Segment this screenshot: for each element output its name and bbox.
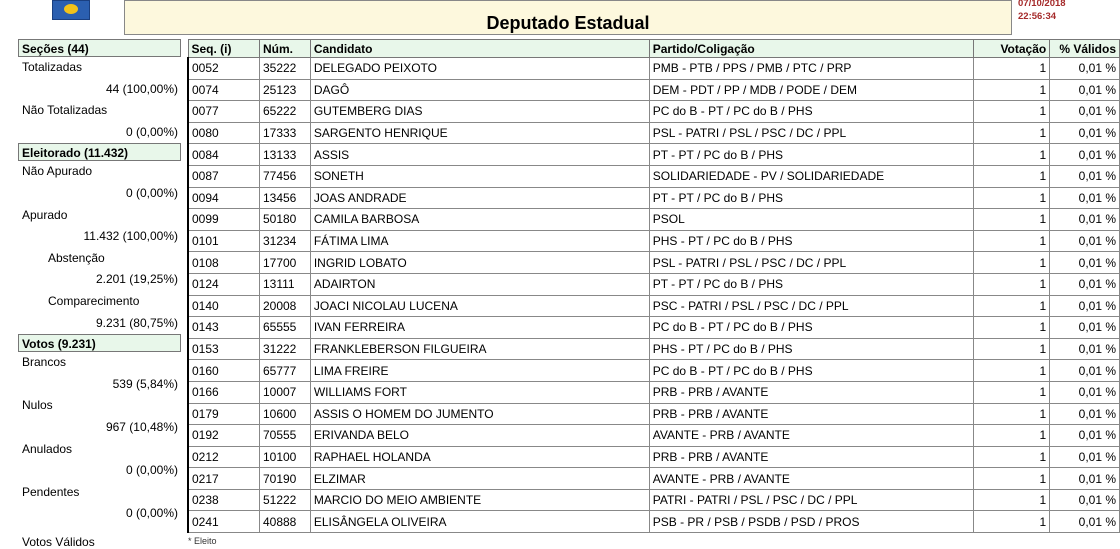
cell-validos: 0,01 % (1050, 101, 1120, 123)
cell-seq: 0212 (188, 446, 259, 468)
comparecimento-value: 9.231 (80,75%) (95, 315, 178, 330)
table-row (188, 144, 1120, 166)
nao-totalizadas-value: 0 (0,00%) (125, 124, 178, 139)
cell-seq: 0192 (188, 425, 259, 447)
cell-num: 65555 (259, 317, 310, 339)
cell-num: 35222 (259, 58, 310, 80)
cell-candidato: ASSIS (310, 144, 649, 166)
cell-candidato: SONETH (310, 165, 649, 187)
col-seq-header[interactable]: Seq. (i) (188, 40, 259, 58)
table-row (188, 58, 1120, 80)
cell-votacao: 1 (973, 209, 1050, 231)
cell-partido: PSB - PR / PSB / PSDB / PSD / PROS (649, 511, 973, 533)
cell-partido: PHS - PT / PC do B / PHS (649, 230, 973, 252)
table-row (188, 468, 1120, 490)
cell-seq: 0166 (188, 381, 259, 403)
cell-seq: 0160 (188, 360, 259, 382)
cell-validos: 0,01 % (1050, 360, 1120, 382)
cell-validos: 0,01 % (1050, 209, 1120, 231)
cell-validos: 0,01 % (1050, 446, 1120, 468)
cell-candidato: DAGÔ (310, 79, 649, 101)
table-row (188, 338, 1120, 360)
cell-validos: 0,01 % (1050, 58, 1120, 80)
cell-partido: PRB - PRB / AVANTE (649, 403, 973, 425)
col-validos-header[interactable]: % Válidos (1050, 40, 1120, 58)
votos-header: Votos (9.231) (18, 334, 181, 352)
nulos-value: 967 (10,48%) (105, 419, 178, 434)
cell-validos: 0,01 % (1050, 511, 1120, 533)
cell-votacao: 1 (973, 381, 1050, 403)
cell-num: 31234 (259, 230, 310, 252)
col-votacao-header[interactable]: Votação (973, 40, 1050, 58)
brancos-label: Brancos (22, 355, 67, 370)
totalizadas-label: Totalizadas (22, 60, 83, 74)
cell-validos: 0,01 % (1050, 273, 1120, 295)
table-row (188, 122, 1120, 144)
table-row (188, 425, 1120, 447)
cell-candidato: JOACI NICOLAU LUCENA (310, 295, 649, 317)
nao-apurado-value: 0 (0,00%) (125, 185, 178, 200)
state-logo-icon (52, 0, 90, 20)
cell-partido: PSOL (649, 209, 973, 231)
table-row (188, 252, 1120, 274)
table-header-row (188, 40, 1120, 58)
cell-seq: 0099 (188, 209, 259, 231)
cell-validos: 0,01 % (1050, 338, 1120, 360)
cell-partido: PT - PT / PC do B / PHS (649, 273, 973, 295)
cell-num: 10100 (259, 446, 310, 468)
cell-seq: 0108 (188, 252, 259, 274)
secoes-header: Seções (44) (18, 39, 181, 57)
table-row (188, 187, 1120, 209)
cell-validos: 0,01 % (1050, 79, 1120, 101)
cell-candidato: ASSIS O HOMEM DO JUMENTO (310, 403, 649, 425)
cell-votacao: 1 (973, 122, 1050, 144)
table-row (188, 273, 1120, 295)
table-row (188, 317, 1120, 339)
cell-partido: PRB - PRB / AVANTE (649, 381, 973, 403)
cell-validos: 0,01 % (1050, 165, 1120, 187)
table-row (188, 79, 1120, 101)
cell-partido: PRB - PRB / AVANTE (649, 446, 973, 468)
cell-candidato: RAPHAEL HOLANDA (310, 446, 649, 468)
cell-seq: 0052 (188, 58, 259, 80)
cell-validos: 0,01 % (1050, 144, 1120, 166)
cell-votacao: 1 (973, 403, 1050, 425)
cell-num: 50180 (259, 209, 310, 231)
cell-votacao: 1 (973, 252, 1050, 274)
cell-partido: PT - PT / PC do B / PHS (649, 144, 973, 166)
cell-candidato: WILLIAMS FORT (310, 381, 649, 403)
cell-partido: DEM - PDT / PP / MDB / PODE / DEM (649, 79, 973, 101)
cell-votacao: 1 (973, 360, 1050, 382)
anulados-value: 0 (0,00%) (125, 463, 178, 478)
cell-votacao: 1 (973, 446, 1050, 468)
col-candidato-header[interactable]: Candidato (310, 40, 649, 58)
cell-partido: AVANTE - PRB / AVANTE (649, 468, 973, 490)
cell-votacao: 1 (973, 273, 1050, 295)
cell-partido: PC do B - PT / PC do B / PHS (649, 360, 973, 382)
cell-seq: 0124 (188, 273, 259, 295)
table-row (188, 403, 1120, 425)
cell-seq: 0080 (188, 122, 259, 144)
cell-num: 31222 (259, 338, 310, 360)
votos-validos-label: Votos Válidos (22, 535, 95, 549)
cell-seq: 0238 (188, 489, 259, 511)
timestamp (1016, 0, 1120, 35)
cell-partido: PATRI - PATRI / PSL / PSC / DC / PPL (649, 489, 973, 511)
pendentes-value: 0 (0,00%) (125, 506, 178, 521)
cell-votacao: 1 (973, 230, 1050, 252)
cell-num: 65222 (259, 101, 310, 123)
cell-validos: 0,01 % (1050, 230, 1120, 252)
cell-validos: 0,01 % (1050, 187, 1120, 209)
cell-votacao: 1 (973, 101, 1050, 123)
cell-validos: 0,01 % (1050, 252, 1120, 274)
page-title: Deputado Estadual (486, 13, 650, 33)
cell-candidato: ELZIMAR (310, 468, 649, 490)
cell-seq: 0087 (188, 165, 259, 187)
abstencao-value: 2.201 (19,25%) (95, 272, 178, 287)
table-row (188, 489, 1120, 511)
apurado-label: Apurado (22, 207, 68, 222)
cell-seq: 0084 (188, 144, 259, 166)
cell-partido: SOLIDARIEDADE - PV / SOLIDARIEDADE (649, 165, 973, 187)
cell-votacao: 1 (973, 187, 1050, 209)
cell-partido: PSL - PATRI / PSL / PSC / DC / PPL (649, 122, 973, 144)
cell-seq: 0241 (188, 511, 259, 533)
cell-num: 17700 (259, 252, 310, 274)
cell-votacao: 1 (973, 79, 1050, 101)
abstencao-label: Abstenção (48, 250, 105, 265)
cell-votacao: 1 (973, 317, 1050, 339)
cell-num: 20008 (259, 295, 310, 317)
cell-num: 65777 (259, 360, 310, 382)
nao-totalizadas-label: Não Totalizadas (22, 103, 108, 118)
cell-candidato: IVAN FERREIRA (310, 317, 649, 339)
cell-votacao: 1 (973, 144, 1050, 166)
cell-num: 10007 (259, 381, 310, 403)
timestamp-time: 22:56:34 (1018, 11, 1057, 22)
cell-seq: 0217 (188, 468, 259, 490)
cell-candidato: ADAIRTON (310, 273, 649, 295)
col-partido-header[interactable]: Partido/Coligação (649, 40, 973, 58)
cell-candidato: ERIVANDA BELO (310, 425, 649, 447)
table-row (188, 511, 1120, 533)
cell-seq: 0077 (188, 101, 259, 123)
cell-votacao: 1 (973, 511, 1050, 533)
brancos-value: 539 (5,84%) (112, 376, 178, 391)
cell-partido: PSC - PATRI / PSL / PSC / DC / PPL (649, 295, 973, 317)
totalizadas-value: 44 (100,00%) (105, 81, 178, 96)
comparecimento-label: Comparecimento (48, 293, 140, 308)
cell-validos: 0,01 % (1050, 381, 1120, 403)
cell-candidato: CAMILA BARBOSA (310, 209, 649, 231)
cell-validos: 0,01 % (1050, 425, 1120, 447)
cell-candidato: GUTEMBERG DIAS (310, 101, 649, 123)
cell-validos: 0,01 % (1050, 295, 1120, 317)
table-row (188, 360, 1120, 382)
cell-validos: 0,01 % (1050, 468, 1120, 490)
cell-num: 40888 (259, 511, 310, 533)
timestamp-date: 07/10/2018 (1018, 0, 1066, 9)
logo-area (0, 0, 122, 36)
cell-num: 17333 (259, 122, 310, 144)
cell-candidato: DELEGADO PEIXOTO (310, 58, 649, 80)
anulados-label: Anulados (22, 441, 73, 456)
cell-seq: 0143 (188, 317, 259, 339)
cell-num: 51222 (259, 489, 310, 511)
cell-partido: AVANTE - PRB / AVANTE (649, 425, 973, 447)
table-row (188, 230, 1120, 252)
cell-seq: 0074 (188, 79, 259, 101)
cell-num: 10600 (259, 403, 310, 425)
cell-partido: PC do B - PT / PC do B / PHS (649, 317, 973, 339)
cell-votacao: 1 (973, 338, 1050, 360)
cell-validos: 0,01 % (1050, 122, 1120, 144)
cell-votacao: 1 (973, 425, 1050, 447)
cell-seq: 0179 (188, 403, 259, 425)
nulos-label: Nulos (22, 398, 53, 413)
cell-candidato: ELISÂNGELA OLIVEIRA (310, 511, 649, 533)
cell-validos: 0,01 % (1050, 489, 1120, 511)
cell-num: 25123 (259, 79, 310, 101)
col-num-header[interactable]: Núm. (259, 40, 310, 58)
nao-apurado-label: Não Apurado (22, 164, 93, 179)
cell-num: 70555 (259, 425, 310, 447)
cell-candidato: LIMA FREIRE (310, 360, 649, 382)
apurado-value: 11.432 (100,00%) (83, 229, 178, 244)
cell-votacao: 1 (973, 489, 1050, 511)
cell-seq: 0153 (188, 338, 259, 360)
cell-partido: PHS - PT / PC do B / PHS (649, 338, 973, 360)
cell-seq: 0101 (188, 230, 259, 252)
footnote: * Eleito (188, 536, 217, 546)
cell-seq: 0094 (188, 187, 259, 209)
table-row (188, 446, 1120, 468)
cell-candidato: INGRID LOBATO (310, 252, 649, 274)
cell-seq: 0140 (188, 295, 259, 317)
cell-candidato: JOAS ANDRADE (310, 187, 649, 209)
cell-num: 13133 (259, 144, 310, 166)
cell-partido: PMB - PTB / PPS / PMB / PTC / PRP (649, 58, 973, 80)
table-row (188, 295, 1120, 317)
pendentes-label: Pendentes (22, 484, 80, 499)
table-row (188, 101, 1120, 123)
cell-candidato: FÁTIMA LIMA (310, 230, 649, 252)
summary-panel (18, 39, 181, 525)
table-row (188, 165, 1120, 187)
table-row (188, 381, 1120, 403)
cell-num: 13456 (259, 187, 310, 209)
cell-num: 70190 (259, 468, 310, 490)
cell-partido: PC do B - PT / PC do B / PHS (649, 101, 973, 123)
cell-partido: PT - PT / PC do B / PHS (649, 187, 973, 209)
cell-candidato: MARCIO DO MEIO AMBIENTE (310, 489, 649, 511)
eleitorado-header: Eleitorado (11.432) (18, 143, 181, 161)
cell-validos: 0,01 % (1050, 403, 1120, 425)
cell-votacao: 1 (973, 58, 1050, 80)
cell-candidato: SARGENTO HENRIQUE (310, 122, 649, 144)
title-band (124, 0, 1012, 35)
cell-candidato: FRANKLEBERSON FILGUEIRA (310, 338, 649, 360)
cell-partido: PSL - PATRI / PSL / PSC / DC / PPL (649, 252, 973, 274)
table-row (188, 209, 1120, 231)
cell-validos: 0,01 % (1050, 317, 1120, 339)
candidates-table (187, 39, 1120, 533)
cell-votacao: 1 (973, 295, 1050, 317)
cell-num: 77456 (259, 165, 310, 187)
cell-votacao: 1 (973, 468, 1050, 490)
cell-votacao: 1 (973, 165, 1050, 187)
cell-num: 13111 (259, 273, 310, 295)
